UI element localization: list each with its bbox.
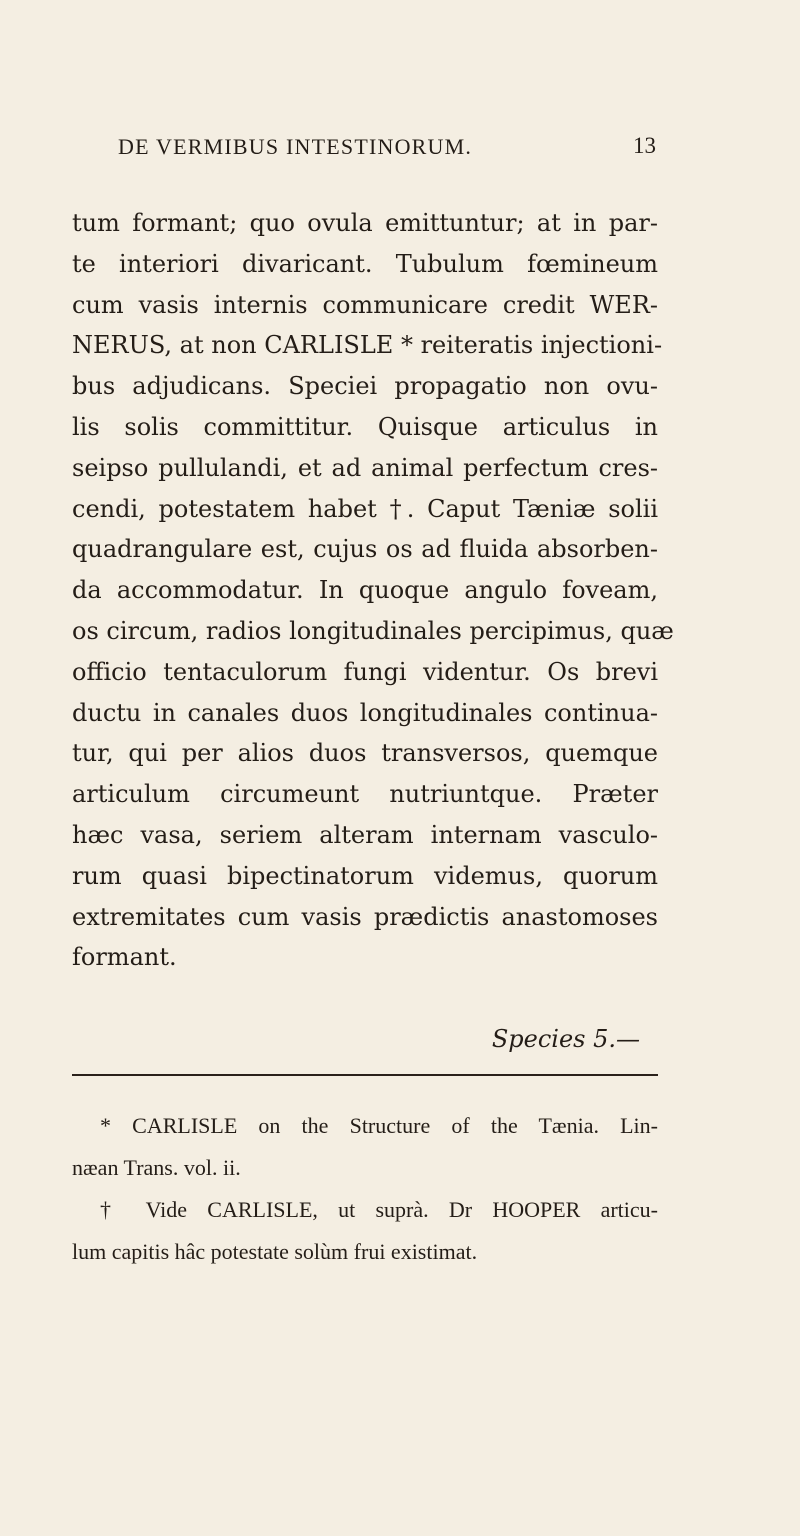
- text-line: formant.: [72, 943, 177, 972]
- text-line: extremitates cum vasis prædictis anastomoses: [72, 902, 658, 931]
- footnote-rule: [72, 1074, 658, 1076]
- text-line: quadrangulare est, cujus os ad fluida absorben-: [72, 535, 658, 564]
- text-line: rum quasi bipectinatorum videmus, quorum: [72, 861, 658, 890]
- page-number: 13: [633, 133, 656, 158]
- species-heading: Species 5.—: [491, 1025, 640, 1053]
- text-line: NERUS, at non CARLISLE * reiteratis injectioni-: [72, 331, 663, 360]
- text-line: articulum circumeunt nutriuntque. Præter: [72, 780, 658, 809]
- text-line: os circum, radios longitudinales percipimus, quæ: [72, 616, 674, 645]
- text-line: officio tentaculorum fungi videntur. Os brevi: [72, 657, 658, 686]
- text-line: da accommodatur. In quoque angulo foveam,: [72, 576, 658, 605]
- footnote-line: † Vide CARLISLE, ut suprà. Dr HOOPER articu-: [100, 1197, 658, 1222]
- text-line: hæc vasa, seriem alteram internam vasculo-: [72, 820, 658, 849]
- text-line: tur, qui per alios duos transversos, quemque: [72, 739, 658, 768]
- text-line: te interiori divaricant. Tubulum fœmineum: [72, 249, 658, 278]
- footnote-line: * CARLISLE on the Structure of the Tænia. Lin-: [100, 1113, 658, 1138]
- text-line: cum vasis internis communicare credit WER-: [72, 290, 658, 319]
- page-header: [118, 134, 656, 170]
- text-line: lis solis committitur. Quisque articulus in: [72, 412, 658, 441]
- footnote-line: næan Trans. vol. ii.: [72, 1155, 241, 1180]
- running-head: DE VERMIBUS INTESTINORUM.: [118, 134, 473, 159]
- footnote-line: lum capitis hâc potestate solùm frui existimat.: [72, 1239, 478, 1264]
- body-text: [72, 203, 674, 978]
- text-line: bus adjudicans. Speciei propagatio non ovu-: [72, 372, 658, 401]
- text-line: seipso pullulandi, et ad animal perfectum cres-: [72, 453, 658, 482]
- footnotes: [72, 1105, 658, 1273]
- text-line: ductu in canales duos longitudinales continua-: [72, 698, 658, 727]
- text-line: cendi, potestatem habet †. Caput Tæniæ solii: [72, 494, 658, 523]
- text-line: tum formant; quo ovula emittuntur; at in par-: [72, 209, 658, 237]
